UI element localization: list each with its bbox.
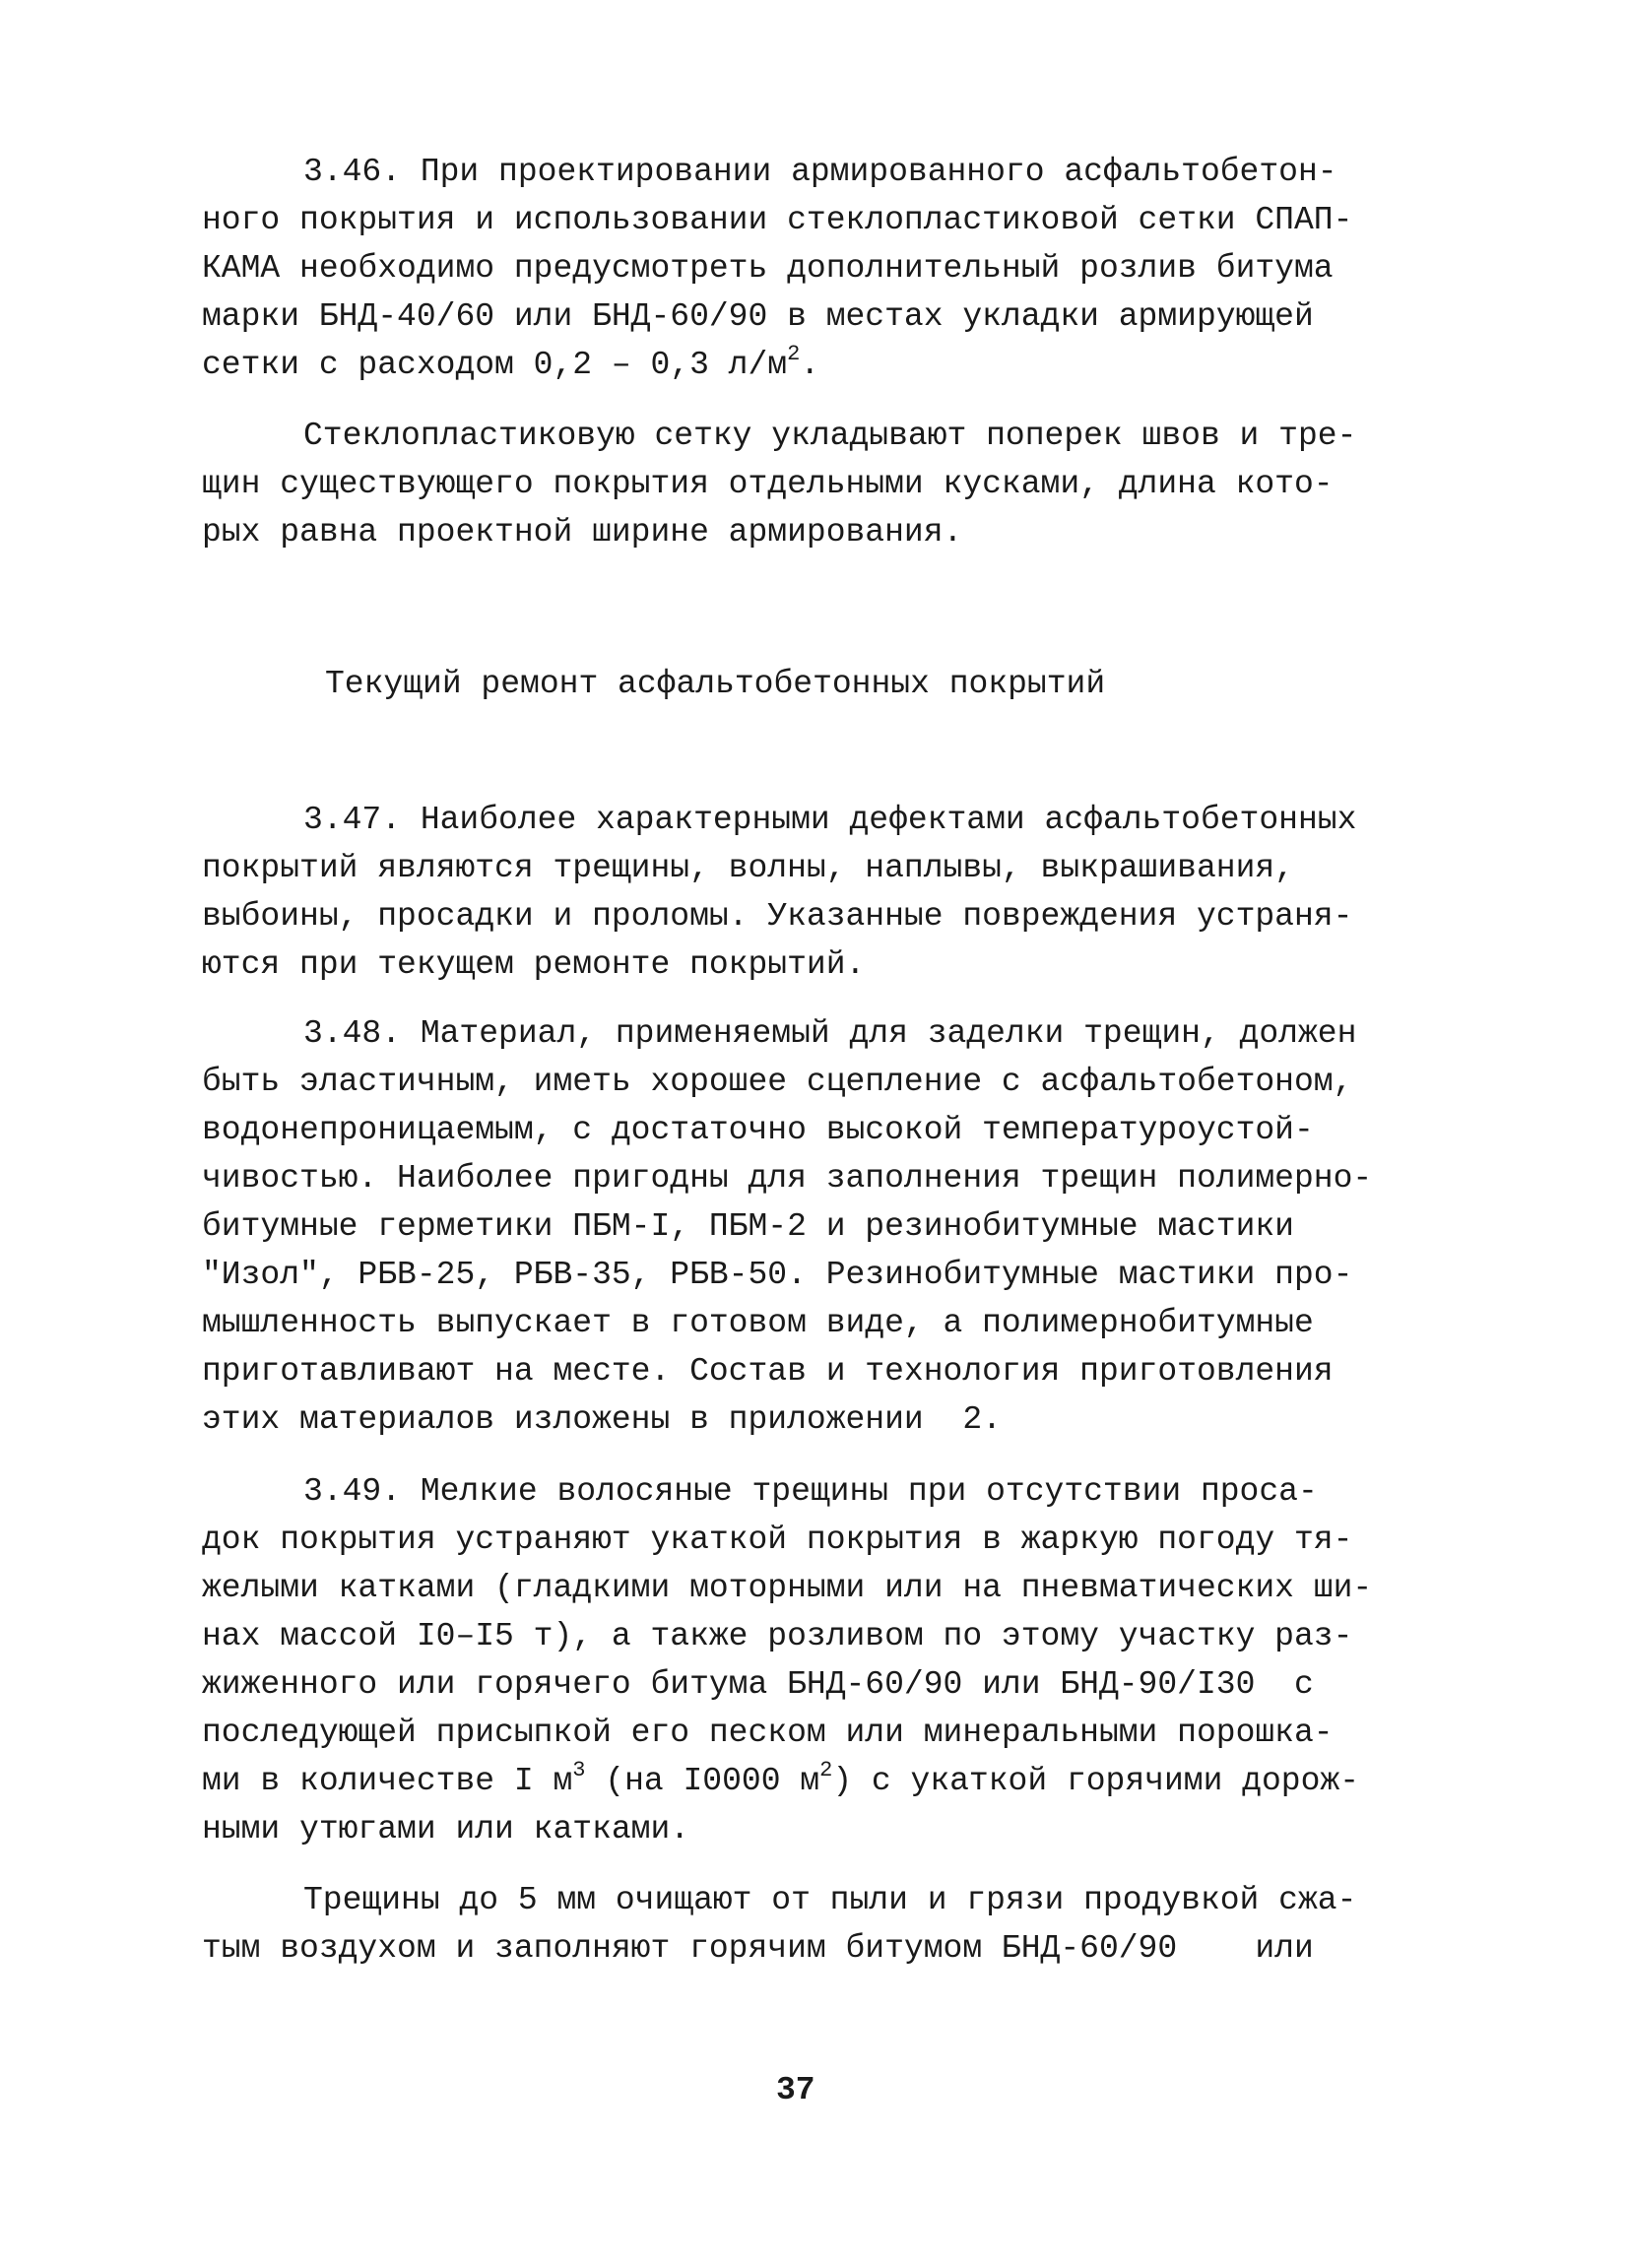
text-line: желыми катками (гладкими моторными или на пневматических ши-	[202, 1570, 1373, 1606]
text-line: последующей присыпкой его песком или минеральными порошка-	[202, 1715, 1334, 1751]
text-line: Стеклопластиковую сетку укладывают поперек швов и тре-	[303, 418, 1357, 454]
text-line: водонепроницаемым, с достаточно высокой температуроустой-	[202, 1112, 1314, 1148]
text-line: КАМА необходимо предусмотреть дополнительный розлив битума	[202, 250, 1334, 287]
text-line: док покрытия устраняют укаткой покрытия в жаркую погоду тя-	[202, 1522, 1353, 1558]
text-line: приготавливают на месте. Состав и технология приготовления	[202, 1353, 1334, 1390]
text-line: ного покрытия и использовании стеклопластиковой сетки СПАП-	[202, 202, 1353, 238]
text-line: тым воздухом и заполняют горячим битумом БНД-60/90 или	[202, 1930, 1314, 1967]
text-line: 3.48. Материал, применяемый для заделки трещин, должен	[303, 1015, 1357, 1052]
text-line: "Изол", РБВ-25, РБВ-35, РБВ-50. Резинобитумные мастики про-	[202, 1257, 1353, 1293]
text-line: быть эластичным, иметь хорошее сцепление с асфальтобетоном,	[202, 1064, 1353, 1100]
text-line: покрытий являются трещины, волны, наплывы, выкрашивания,	[202, 850, 1294, 886]
superscript: 3	[572, 1758, 586, 1782]
text-line	[202, 341, 819, 390]
page-number: 37	[776, 2072, 815, 2108]
text-line: Трещины до 5 мм очищают от пыли и грязи продувкой сжа-	[303, 1882, 1357, 1918]
text-line: марки БНД-40/60 или БНД-60/90 в местах укладки армирующей	[202, 298, 1314, 335]
text-line: ными утюгами или катками.	[202, 1811, 690, 1847]
text-span: .	[800, 347, 820, 383]
text-line: выбоины, просадки и проломы. Указанные повреждения устраня-	[202, 898, 1353, 935]
text-span: ми в количестве I м	[202, 1763, 573, 1799]
text-line: 3.49. Мелкие волосяные трещины при отсутствии проса-	[303, 1473, 1318, 1510]
text-span: ) с укаткой горячими дорож-	[832, 1763, 1359, 1799]
text-line: чивостью. Наиболее пригодны для заполнения трещин полимерно-	[202, 1160, 1373, 1197]
text-line: щин существующего покрытия отдельными кусками, длина кото-	[202, 466, 1334, 502]
text-line: этих материалов изложены в приложении 2.	[202, 1401, 1002, 1438]
text-line: жиженного или горячего битума БНД-60/90 или БНД-90/I30 с	[202, 1666, 1314, 1703]
text-line: битумные герметики ПБМ-I, ПБМ-2 и резинобитумные мастики	[202, 1208, 1294, 1245]
superscript: 2	[819, 1758, 833, 1782]
superscript: 2	[787, 342, 801, 366]
text-line: ются при текущем ремонте покрытий.	[202, 946, 866, 983]
text-line: 3.47. Наиболее характерными дефектами асфальтобетонных	[303, 802, 1357, 838]
text-line: мышленность выпускает в готовом виде, а полимернобитумные	[202, 1305, 1314, 1341]
text-span: (на I0000 м	[585, 1763, 820, 1799]
text-line: нах массой I0–I5 т), а также розливом по этому участку раз-	[202, 1618, 1353, 1654]
text-span: сетки с расходом 0,2 – 0,3 л/м	[202, 347, 788, 383]
text-line	[202, 1757, 1359, 1806]
section-heading: Текущий ремонт асфальтобетонных покрытий	[325, 666, 1106, 702]
text-line: рых равна проектной ширине армирования.	[202, 514, 963, 551]
text-line: 3.46. При проектировании армированного асфальтобетон-	[303, 154, 1337, 190]
